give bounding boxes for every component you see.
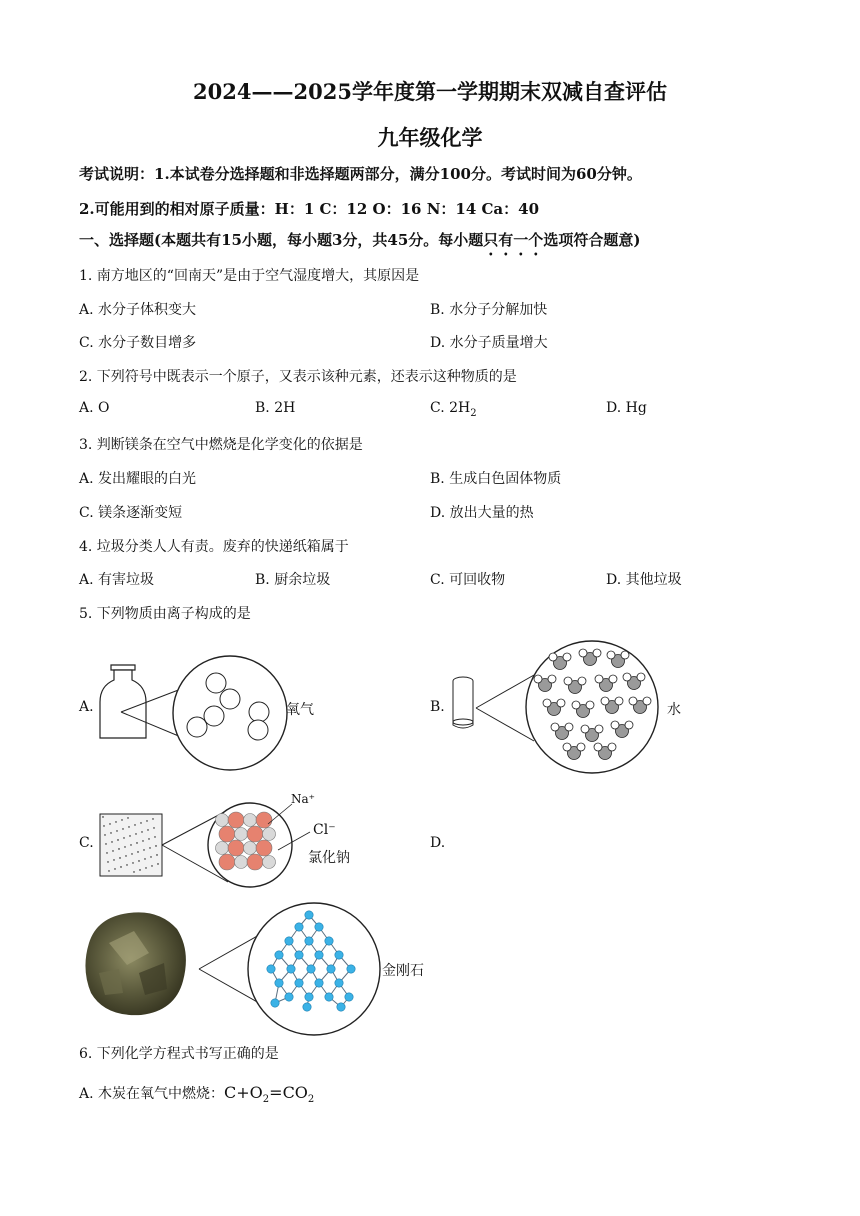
question-3-option-b: B. 生成白色固体物质 — [430, 471, 562, 487]
chloride-ion — [256, 812, 272, 828]
section-heading — [79, 229, 640, 259]
question-3-option-c: C. 镁条逐渐变短 — [79, 505, 183, 521]
question-5-option-d-letter: D. — [430, 835, 446, 851]
question-5-option-b-letter: B. — [430, 699, 445, 715]
diamond-label: 金刚石 — [382, 963, 424, 979]
question-4-option-a: A. 有害垃圾 — [79, 572, 155, 588]
carbon-atom — [275, 951, 283, 959]
sodium-ion — [244, 842, 257, 855]
chloride-ion — [247, 826, 263, 842]
oxygen-molecule-figure — [95, 655, 295, 765]
carbon-atom — [275, 979, 283, 987]
diamond-rock-image — [85, 912, 185, 1015]
carbon-combustion-equation — [224, 1083, 315, 1106]
carbon-atom — [285, 937, 293, 945]
question-3-option-d: D. 放出大量的热 — [430, 505, 534, 521]
equation-subscript-1: 2 — [262, 1094, 270, 1106]
oxygen-label: 氧气 — [286, 702, 314, 718]
carbon-atom — [271, 999, 279, 1007]
question-2-option-c-text: C. 2H — [430, 400, 471, 416]
question-2-option-b: B. 2H — [255, 400, 296, 416]
equation-part-2: =CO — [269, 1083, 308, 1102]
question-6-stem: 6. 下列化学方程式书写正确的是 — [79, 1046, 279, 1062]
question-4-stem: 4. 垃圾分类人人有责。废弃的快递纸箱属于 — [79, 539, 349, 555]
sodium-ion — [216, 842, 229, 855]
question-1-stem: 1. 南方地区的“回南天”是由于空气湿度增大，其原因是 — [79, 268, 420, 284]
carbon-atom — [295, 923, 303, 931]
water-label: 水 — [667, 702, 681, 718]
chloride-ion — [228, 840, 244, 856]
chloride-ion — [228, 812, 244, 828]
carbon-atom — [315, 979, 323, 987]
chloride-ion — [247, 854, 263, 870]
exam-instructions-line1: 考试说明：1.本试卷分选择题和非选择题两部分，满分100分。考试时间为60分钟。 — [79, 165, 642, 183]
question-4-option-b: B. 厨余垃圾 — [255, 572, 331, 588]
exam-subtitle: 九年级化学 — [377, 125, 483, 150]
sodium-ion — [263, 828, 276, 841]
question-4-option-c: C. 可回收物 — [430, 572, 506, 588]
question-1-option-b: B. 水分子分解加快 — [430, 302, 548, 318]
section-heading-pre: 一、选择题(本题共有15小题，每小题3分，共45分。每小题 — [79, 231, 484, 249]
exam-instructions-line2: 2.可能用到的相对原子质量：H：1 C：12 O：16 N：14 Ca：40 — [79, 200, 540, 218]
question-2-option-c-subscript: 2 — [470, 407, 477, 419]
carbon-atom — [335, 979, 343, 987]
carbon-atom — [305, 911, 313, 919]
question-5-stem: 5. 下列物质由离子构成的是 — [79, 606, 251, 622]
chloride-ion-label: Cl⁻ — [313, 822, 336, 838]
carbon-atom — [305, 937, 313, 945]
exam-title: 2024——2025学年度第一学期期末双减自查评估 — [193, 79, 667, 104]
question-2-stem: 2. 下列符号中既表示一个原子，又表示该种元素，还表示这种物质的是 — [79, 369, 517, 385]
question-6-option-a — [79, 1083, 314, 1105]
sodium-ion — [263, 856, 276, 869]
question-3-option-a: A. 发出耀眼的白光 — [79, 471, 197, 487]
question-1-option-d: D. 水分子质量增大 — [430, 335, 548, 351]
carbon-atom — [345, 993, 353, 1001]
chloride-ion — [256, 840, 272, 856]
section-heading-post: 选项符合题意) — [543, 231, 641, 249]
question-2-option-d: D. Hg — [606, 400, 647, 416]
carbon-atom — [335, 951, 343, 959]
sodium-ion — [235, 828, 248, 841]
question-5-option-a-letter: A. — [79, 699, 94, 715]
carbon-atom — [325, 993, 333, 1001]
question-5-option-c-letter: C. — [79, 835, 94, 851]
carbon-atom — [295, 951, 303, 959]
carbon-atom — [305, 993, 313, 1001]
question-6-option-a-text: A. 木炭在氧气中燃烧： — [79, 1086, 225, 1102]
carbon-atom — [307, 965, 315, 973]
sodium-ion-label: Na⁺ — [291, 792, 315, 806]
diamond-figure — [79, 903, 399, 1033]
carbon-atom — [315, 923, 323, 931]
question-1-option-a: A. 水分子体积变大 — [79, 302, 197, 318]
water-molecule-figure — [450, 635, 670, 780]
question-1-option-c: C. 水分子数目增多 — [79, 335, 197, 351]
question-2-option-a: A. O — [79, 400, 110, 416]
carbon-atom — [325, 937, 333, 945]
chloride-ion — [219, 826, 235, 842]
chloride-ion — [219, 854, 235, 870]
carbon-atom — [337, 1003, 345, 1011]
carbon-atom — [267, 965, 275, 973]
sodium-ion — [244, 814, 257, 827]
sodium-chloride-figure — [100, 800, 300, 890]
carbon-atom — [303, 1003, 311, 1011]
sodium-chloride-label: 氯化钠 — [308, 850, 350, 866]
sodium-ion — [216, 814, 229, 827]
equation-subscript-2: 2 — [307, 1094, 315, 1106]
carbon-atom — [347, 965, 355, 973]
carbon-atom — [315, 951, 323, 959]
carbon-atom — [287, 965, 295, 973]
question-4-option-d: D. 其他垃圾 — [606, 572, 682, 588]
carbon-atom — [295, 979, 303, 987]
question-2-option-c — [430, 400, 477, 419]
sodium-ion — [235, 856, 248, 869]
carbon-atom — [285, 993, 293, 1001]
question-3-stem: 3. 判断镁条在空气中燃烧是化学变化的依据是 — [79, 437, 363, 453]
section-heading-emphasis: 只有一个 — [483, 231, 544, 249]
carbon-atom — [327, 965, 335, 973]
equation-part-1: C+O — [224, 1083, 263, 1102]
